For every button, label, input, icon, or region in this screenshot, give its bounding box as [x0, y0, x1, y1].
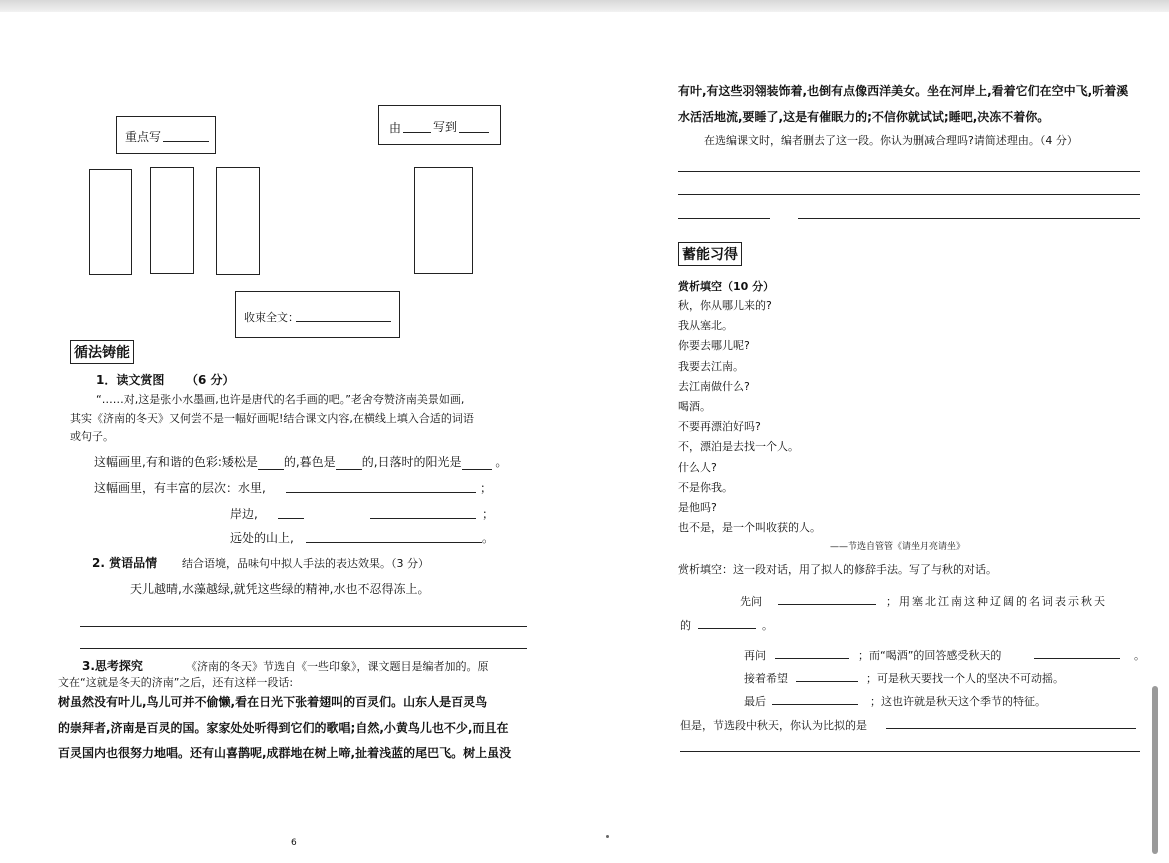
q1-line-1: “……对,这是张小水墨画,也许是唐代的名手画的吧。”老舍夸赞济南美景如画, — [96, 393, 465, 406]
section-tag-skill: 蓄能习得 — [678, 242, 742, 266]
fill-layers-shore-label: 岸边, — [230, 507, 258, 521]
fill-d-blank[interactable] — [772, 690, 858, 705]
fill-layers-mountain-blank[interactable] — [306, 528, 482, 543]
fill-colors-blank-1[interactable] — [258, 455, 284, 470]
scan-speck — [606, 835, 609, 838]
fill-a-label: 先问 — [740, 595, 762, 608]
fill-a-blank-2[interactable] — [698, 614, 756, 629]
vertical-scrollbar[interactable] — [1152, 686, 1158, 854]
dialog-line: 秋，你从哪儿来的? — [678, 299, 772, 312]
fill-e-label: 但是，节选段中秋天，你认为比拟的是 — [680, 719, 867, 732]
fill-e-answer-line[interactable] — [680, 751, 1140, 752]
dialog-line: 你要去哪儿呢? — [678, 339, 750, 353]
q2-answer-line-1[interactable] — [80, 626, 527, 627]
fill-c-text: ；可是秋天要找一个人的坚决不可动摇。 — [866, 672, 1064, 685]
viewer-top-bar — [0, 0, 1169, 12]
q2-answer-line-2[interactable] — [80, 648, 527, 649]
fill-d-label: 最后 — [744, 695, 766, 708]
fill-a-blank-1[interactable] — [778, 590, 876, 605]
dialog-line: 我要去江南。 — [678, 359, 744, 373]
diagram-column-box-1[interactable] — [89, 169, 132, 275]
from-blank[interactable] — [403, 118, 431, 133]
dialog-line: 我从塞北。 — [678, 319, 733, 333]
fill-layers-water-blank[interactable] — [286, 478, 476, 493]
fill-layers-mountain-label: 远处的山上, — [230, 531, 294, 545]
dialog-line: 什么人? — [678, 460, 717, 474]
q3-text-2: 文在“这就是冬天的济南”之后，还有这样一段话: — [58, 676, 294, 689]
from-to-box — [378, 105, 501, 145]
q2-sentence: 天儿越晴,水藻越绿,就凭这些绿的精神,水也不忍得冻上。 — [130, 582, 430, 596]
q3-para-1: 树虽然没有叶儿,鸟儿可并不偷懒,看在日光下张着翅叫的百灵们。山东人是百灵鸟 — [58, 695, 488, 709]
fill-a-de: 的 — [680, 619, 691, 632]
q2-text: 结合语境，品味句中拟人手法的表达效果。（3 分） — [182, 557, 429, 570]
fill-layers-shore-end: ； — [482, 507, 495, 521]
fill-colors-text-2: 的,暮色是 — [283, 455, 336, 469]
q1-line-2: 其实《济南的冬天》又何尝不是一幅好画呢!结合课文内容,在横线上填入合适的词语 — [70, 412, 474, 425]
fill-a-end: 。 — [762, 619, 773, 632]
deletion-answer-line-2[interactable] — [678, 194, 1140, 195]
fill-intro: 赏析填空：这一段对话，用了拟人的修辞手法。写了与秋的对话。 — [678, 563, 997, 576]
fill-b-label: 再问 — [744, 649, 766, 662]
page-number: 6 — [291, 838, 297, 848]
fill-layers-shore-blank-2[interactable] — [370, 504, 476, 519]
q1-line-3: 或句子。 — [70, 430, 114, 443]
dialog-line: 不要再漂泊好吗? — [678, 420, 761, 434]
key-point-label: 重点写 — [125, 130, 162, 144]
to-label: 写到 — [433, 120, 458, 134]
fill-layers-mountain-end: 。 — [482, 531, 495, 545]
section-tag-method: 循法铸能 — [70, 340, 134, 364]
fill-colors-text-3: 的,日落时的阳光是 — [361, 455, 462, 469]
fill-b-end: 。 — [1134, 649, 1145, 662]
fill-colors-end: 。 — [495, 455, 508, 469]
diagram-column-box-3[interactable] — [216, 167, 260, 275]
diagram-column-box-4[interactable] — [414, 167, 473, 274]
q3-para-2: 的崇拜者,济南是百灵的国。家家处处听得到它们的歌唱;自然,小黄鸟儿也不少,而且在 — [58, 721, 509, 735]
q3-text-1: 《济南的冬天》节选自《一些印象》，课文题目是编者加的。原 — [186, 660, 489, 673]
fill-colors-blank-3[interactable] — [462, 455, 492, 470]
fill-layers-shore-blank-1[interactable] — [278, 504, 304, 519]
fill-b-blank-2[interactable] — [1034, 644, 1120, 659]
fill-e-blank[interactable] — [886, 714, 1136, 729]
dialog-source: ——节选自管管《请坐月亮请坐》 — [830, 542, 966, 552]
fill-c-blank[interactable] — [796, 667, 858, 682]
appreciation-subtitle: 赏析填空（10 分） — [678, 280, 775, 293]
q3-para-3: 百灵国内也很努力地唱。还有山喜鹊呢,成群地在树上啼,扯着浅蓝的尾巴飞。树上虽没 — [58, 746, 512, 760]
dialog-line: 是他吗? — [678, 501, 717, 514]
dialog-line: 不是你我。 — [678, 480, 733, 494]
dialog-line: 也不是，是一个叫收获的人。 — [678, 521, 821, 535]
fill-layers-water-label: 这幅画里，有丰富的层次：水里, — [94, 481, 266, 495]
q1-score: （6 分） — [186, 373, 235, 387]
dialog-line: 喝酒。 — [678, 400, 711, 413]
fill-b-blank-1[interactable] — [775, 644, 849, 659]
diagram-column-box-2[interactable] — [150, 167, 194, 274]
q1-title: 1．读文赏图 — [96, 373, 165, 387]
from-label: 由 — [389, 121, 402, 135]
q3-title: 3.思考探究 — [82, 659, 143, 673]
fill-colors-blank-2[interactable] — [336, 455, 362, 470]
fill-b-text: ；而“喝酒”的回答感受秋天的 — [858, 649, 1002, 662]
closing-label: 收束全文： — [244, 311, 299, 324]
closing-blank[interactable] — [296, 307, 391, 322]
deletion-answer-line-1[interactable] — [678, 171, 1140, 172]
fill-layers-water-end: ； — [480, 481, 493, 495]
dialog-line: 去江南做什么? — [678, 379, 750, 393]
fill-row-colors — [94, 453, 507, 470]
q2-title: 2. 赏语品情 — [92, 556, 158, 570]
deletion-question: 在选编课文时，编者删去了这一段。你认为删减合理吗?请简述理由。（4 分） — [704, 134, 1078, 147]
dialog-line: 不，漂泊是去找一个人。 — [678, 440, 799, 454]
key-point-box — [116, 116, 216, 154]
fill-a-text: ；用塞北江南这种辽阔的名词表示秋天 — [886, 595, 1107, 608]
deletion-answer-line-3a[interactable] — [678, 218, 770, 219]
fill-c-label: 接着希望 — [744, 672, 788, 685]
key-point-blank[interactable] — [163, 127, 209, 142]
closing-box — [235, 291, 400, 338]
fill-colors-text-1: 这幅画里,有和谐的色彩:矮松是 — [94, 455, 258, 469]
deletion-answer-line-3b[interactable] — [798, 218, 1140, 219]
continued-para-1: 有叶,有这些羽翎装饰着,也倒有点像西洋美女。坐在河岸上,看着它们在空中飞,听着溪 — [678, 84, 1129, 98]
continued-para-2: 水活活地流,要睡了,这是有催眠力的;不信你就试试;睡吧,决冻不着你。 — [678, 110, 1050, 124]
fill-d-text: ；这也许就是秋天这个季节的特征。 — [870, 695, 1046, 708]
to-blank[interactable] — [459, 118, 489, 133]
